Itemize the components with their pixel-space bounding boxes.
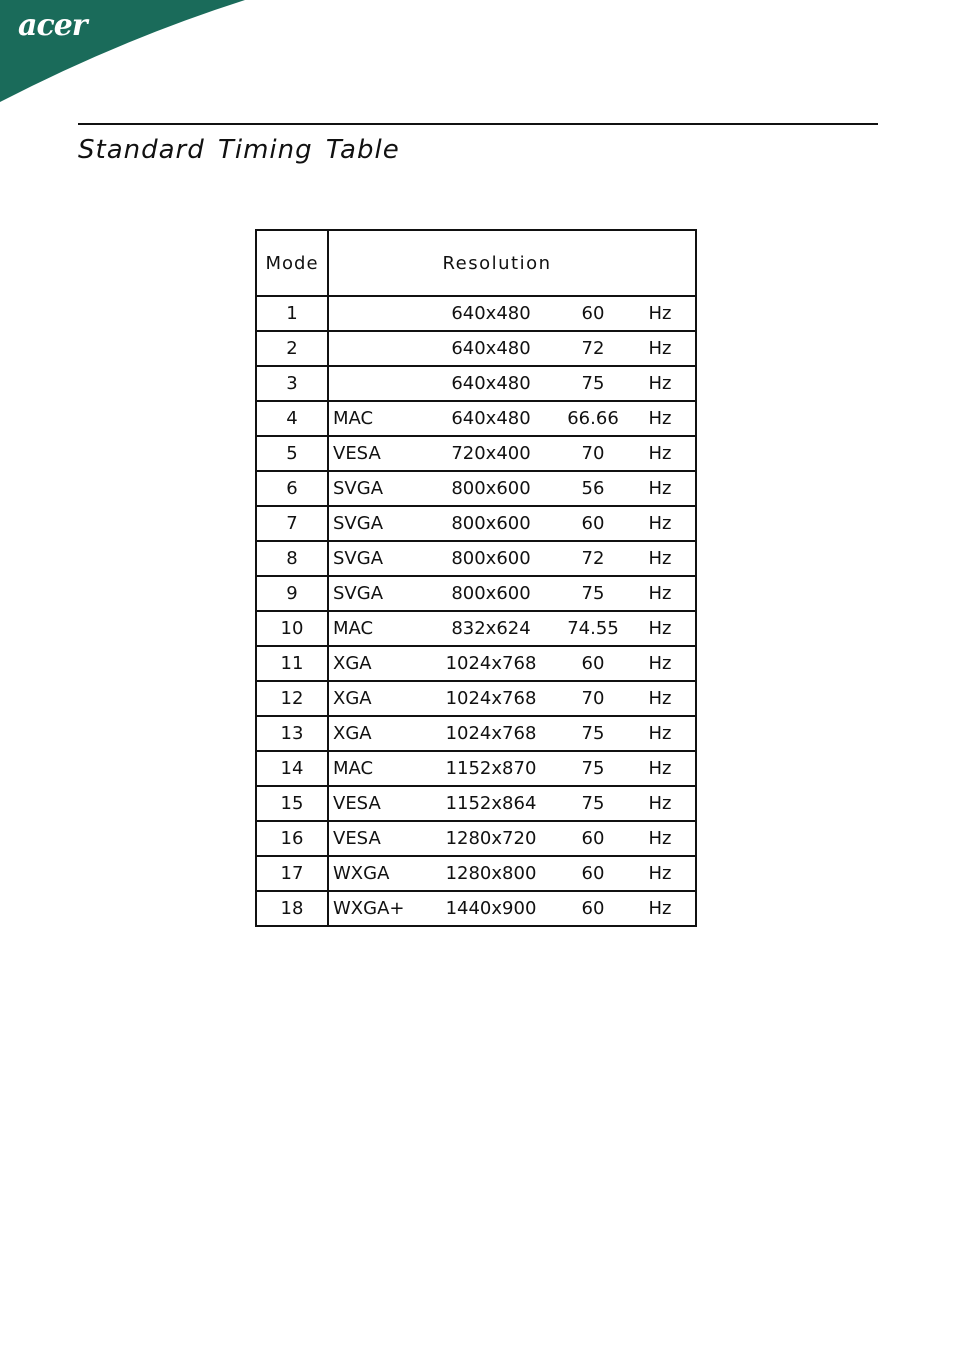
table-row [257,365,695,400]
unit-cell: Hz [648,793,672,814]
frequency-cell: 72 [581,548,605,569]
frequency-cell: 75 [581,723,605,744]
acer-logo: acer [18,8,87,43]
frequency-cell: 66.66 [567,408,619,429]
resolution-cell: 1024x768 [445,723,537,744]
resolution-cell: 640x480 [451,338,531,359]
table-row [257,645,695,680]
frequency-cell: 70 [581,443,605,464]
mode-cell: 14 [257,752,329,785]
resolution-cell: 640x480 [451,303,531,324]
table-row [257,750,695,785]
standard-cell: MAC [333,408,374,429]
resolution-cell: 800x600 [451,478,531,499]
mode-cell: 6 [257,472,329,505]
table-row [257,400,695,435]
mode-cell: 1 [257,297,329,330]
table-row [257,295,695,330]
resolution-cell: 800x600 [451,583,531,604]
standard-cell: SVGA [333,513,384,534]
table-header-row [257,231,695,295]
resolution-cell: 1440x900 [445,898,537,919]
mode-cell: 11 [257,647,329,680]
frequency-cell: 60 [581,828,605,849]
frequency-cell: 60 [581,898,605,919]
unit-cell: Hz [648,583,672,604]
standard-cell: MAC [333,618,374,639]
standard-cell: WXGA+ [333,898,405,919]
frequency-cell: 60 [581,863,605,884]
resolution-cell: 800x600 [451,548,531,569]
unit-cell: Hz [648,758,672,779]
unit-cell: Hz [648,548,672,569]
unit-cell: Hz [648,688,672,709]
standard-cell: VESA [333,828,381,849]
unit-cell: Hz [648,828,672,849]
table-row [257,785,695,820]
mode-cell: 13 [257,717,329,750]
mode-cell: 4 [257,402,329,435]
unit-cell: Hz [648,303,672,324]
frequency-cell: 75 [581,793,605,814]
mode-cell: 16 [257,822,329,855]
standard-cell: WXGA [333,863,390,884]
frequency-cell: 70 [581,688,605,709]
table-row [257,470,695,505]
table-row [257,505,695,540]
frequency-cell: 75 [581,583,605,604]
table-row [257,330,695,365]
resolution-cell: 832x624 [451,618,531,639]
unit-cell: Hz [648,863,672,884]
table-row [257,540,695,575]
resolution-cell: 1280x720 [445,828,537,849]
mode-cell: 12 [257,682,329,715]
resolution-cell: 640x480 [451,408,531,429]
frequency-cell: 60 [581,303,605,324]
standard-cell: SVGA [333,583,384,604]
frequency-cell: 60 [581,653,605,674]
mode-cell: 10 [257,612,329,645]
frequency-cell: 75 [581,373,605,394]
mode-header: Mode [257,231,329,295]
mode-cell: 17 [257,857,329,890]
resolution-cell: 1152x870 [445,758,537,779]
frequency-cell: 60 [581,513,605,534]
resolution-cell: 1024x768 [445,653,537,674]
unit-cell: Hz [648,898,672,919]
unit-cell: Hz [648,338,672,359]
standard-cell: XGA [333,653,372,674]
unit-cell: Hz [648,478,672,499]
table-row [257,435,695,470]
mode-cell: 7 [257,507,329,540]
frequency-cell: 74.55 [567,618,619,639]
resolution-header: Resolution [442,252,552,274]
mode-cell: 18 [257,892,329,925]
table-row [257,610,695,645]
unit-cell: Hz [648,443,672,464]
standard-cell: SVGA [333,548,384,569]
mode-cell: 9 [257,577,329,610]
resolution-cell: 800x600 [451,513,531,534]
mode-cell: 3 [257,367,329,400]
unit-cell: Hz [648,653,672,674]
unit-cell: Hz [648,618,672,639]
table-row [257,680,695,715]
unit-cell: Hz [648,723,672,744]
timing-table [255,229,697,927]
unit-cell: Hz [648,513,672,534]
mode-cell: 15 [257,787,329,820]
mode-cell: 8 [257,542,329,575]
table-row [257,715,695,750]
table-row [257,575,695,610]
table-body [257,295,695,925]
resolution-cell: 1152x864 [445,793,537,814]
standard-cell: SVGA [333,478,384,499]
resolution-cell: 720x400 [451,443,531,464]
header-rule [78,123,878,125]
resolution-cell: 1280x800 [445,863,537,884]
mode-cell: 5 [257,437,329,470]
frequency-cell: 72 [581,338,605,359]
unit-cell: Hz [648,373,672,394]
table-row [257,890,695,925]
resolution-cell: 640x480 [451,373,531,394]
standard-cell: XGA [333,688,372,709]
table-row [257,855,695,890]
standard-cell: VESA [333,443,381,464]
table-row [257,820,695,855]
frequency-cell: 56 [581,478,605,499]
frequency-cell: 75 [581,758,605,779]
mode-cell: 2 [257,332,329,365]
standard-cell: XGA [333,723,372,744]
resolution-cell: 1024x768 [445,688,537,709]
page-title: Standard Timing Table [78,135,400,165]
standard-cell: MAC [333,758,374,779]
unit-cell: Hz [648,408,672,429]
standard-cell: VESA [333,793,381,814]
